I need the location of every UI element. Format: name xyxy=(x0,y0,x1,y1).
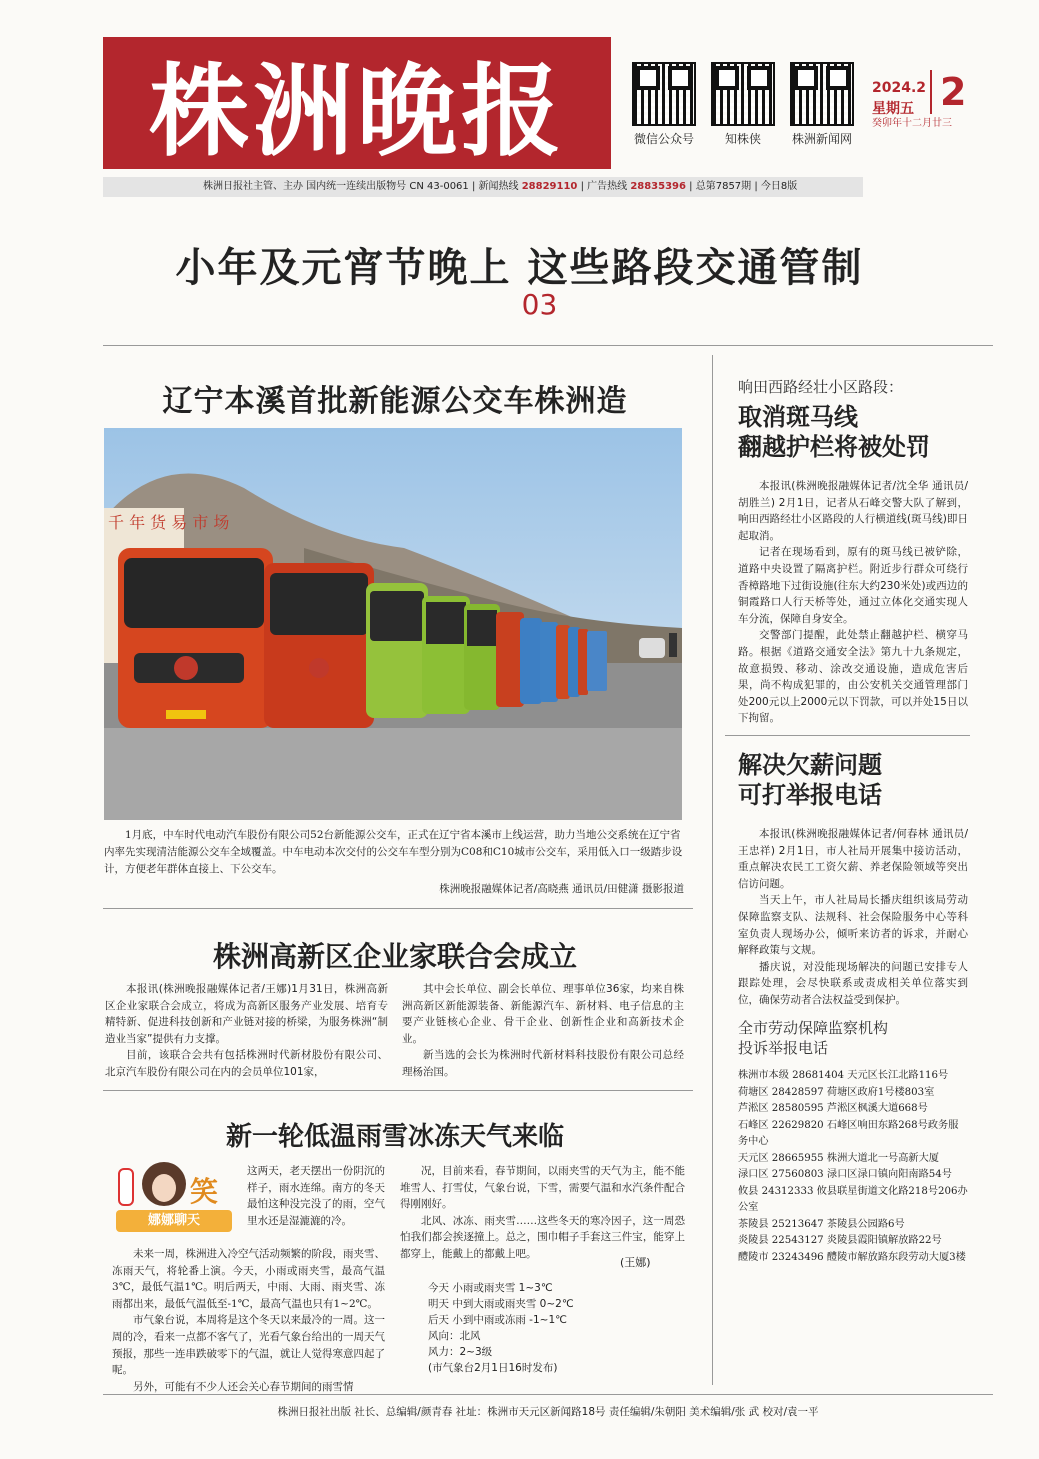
weather-forecast xyxy=(428,1280,668,1376)
weather-column-badge xyxy=(112,1162,234,1244)
qr-label: 株洲新闻网 xyxy=(791,132,852,146)
ads-hotline: 28835396 xyxy=(630,181,686,192)
paragraph: 本报讯(株洲晚报融媒体记者/何春林 通讯员/王忠祥) 2月1日，市人社局开展集中接访活动，重点解决农民工工资欠薪、养老保险领域等突出信访问题。 xyxy=(738,828,968,890)
hx-story-title[interactable]: 株洲高新区企业家联合会成立 xyxy=(212,940,577,973)
date-year-month: 2024.2 xyxy=(872,80,927,96)
qr-code-icon xyxy=(711,62,775,126)
list-item: 芦淞区 28580595 芦淞区枫溪大道668号 xyxy=(738,1103,928,1114)
road-story-title-1[interactable]: 取消斑马线 xyxy=(738,402,858,431)
list-item: 茶陵县 25213647 茶陵县公园路6号 xyxy=(738,1218,905,1230)
phone-list-title-1: 全市劳动保障监察机构 xyxy=(738,1019,889,1037)
weather-story-title[interactable]: 新一轮低温雨雪冰冻天气来临 xyxy=(225,1122,564,1152)
date-lunar: 癸卯年十二月廿三 xyxy=(872,118,952,129)
divider xyxy=(103,345,993,346)
paragraph: 市气象台说，本周将是这个冬天以来最冷的一周。这一周的冷，看来一点都不客气了，光看气象台给出的一周天气预报，那些一连串跌破零下的气温，就让人觉得寒意四起了呢。 xyxy=(112,1314,385,1377)
column-divider xyxy=(712,355,713,1385)
hx-story-col2 xyxy=(402,981,684,1081)
list-item: 株洲市本级 28681404 天元区长江北路116号 xyxy=(738,1070,949,1081)
divider xyxy=(725,735,970,736)
wage-story-title-2[interactable]: 可打举报电话 xyxy=(738,780,882,809)
paragraph: 新当选的会长为株洲时代新材料科技股份有限公司总经理杨治国。 xyxy=(402,1049,684,1078)
info-text-1: 株洲日报社主管、主办 国内统一连续出版物号 CN 43-0061 | 新闻热线 xyxy=(203,181,519,192)
qr-news-site[interactable] xyxy=(788,62,856,147)
forecast-today: 今天 小雨或雨夹雪 1~3℃ xyxy=(428,1282,553,1294)
info-text-2: | 广告热线 xyxy=(580,181,628,192)
paragraph: 记者在现场看到，原有的斑马线已被铲除，道路中央设置了隔离护栏。附近步行群众可绕行香樟路地下过街设施(往东大约230米处)或西边的铜霞路口人行天桥等处，通过立体化交通实现人车分流，保障自身安全。 xyxy=(738,546,968,625)
list-item: 渌口区 27560803 渌口区渌口镇向阳南路54号 xyxy=(738,1169,952,1180)
headline-page-ref[interactable]: 03 xyxy=(521,288,558,321)
paragraph: 目前，该联合会共有包括株洲时代新材股份有限公司、北京汽车股份有限公司在内的会员单位101家， xyxy=(105,1049,388,1078)
info-bar xyxy=(103,177,863,197)
qr-code-icon xyxy=(790,62,854,126)
list-item: 炎陵县 22543127 炎陵县霞阳镇解放路22号 xyxy=(738,1235,942,1246)
qr-label: 微信公众号 xyxy=(633,132,694,146)
paragraph: 播庆说，对没能现场解决的问题已安排专人跟踪处理，会尽快联系或责成相关单位落实到位，确保劳动者合法权益受到保护。 xyxy=(738,960,968,1006)
weather-col1 xyxy=(112,1246,385,1395)
svg-text:千 年 货 易 市 场: 千 年 货 易 市 场 xyxy=(108,513,230,532)
paragraph: 北风、冰冻、雨夹雪……这些冬天的寒冷因子，这一周恐怕我们都会挨逐撞上。总之，围巾帽子手套这三件宝，能穿上都穿上，能戴上的都戴上吧。 xyxy=(400,1214,685,1260)
road-story-title-2[interactable]: 翻越护栏将被处罚 xyxy=(738,432,930,461)
forecast-tomorrow: 明天 中到大雨或雨夹雪 0~2℃ xyxy=(428,1298,574,1310)
forecast-wind-direction: 风向：北风 xyxy=(428,1330,481,1342)
main-headline[interactable]: 小年及元宵节晚上 这些路段交通管制 xyxy=(175,245,864,291)
avatar xyxy=(142,1162,186,1206)
forecast-day-after: 后天 小到中雨或冻雨 -1~1℃ xyxy=(428,1314,567,1326)
footer-imprint: 株洲日报社出版 社长、总编辑/颜青春 社址：株洲市天元区新闻路18号 责任编辑/朱朝阳 美术编辑/张 武 校对/袁一平 xyxy=(277,1406,819,1418)
qr-zhizhuxia[interactable] xyxy=(709,62,777,147)
paragraph: 本报讯(株洲晚报融媒体记者/王娜)1月31日，株洲高新区企业家联合会成立，将成为高新区服务产业发展、培育专精特新、促进科技创新和产业链对接的桥梁，为服务株洲“制造业当家”提供有力支撑。 xyxy=(105,983,388,1045)
paragraph: 其中会长单位、副会长单位、理事单位36家，均来自株洲高新区新能源装备、新能源汽车、新材料、电子信息的主要产业链核心企业、骨干企业、创新性企业和高新技术企业。 xyxy=(402,983,684,1045)
road-story-body xyxy=(738,478,968,727)
list-item: 攸县 24312333 攸县联星街道文化路218号206办公室 xyxy=(738,1185,968,1213)
hx-story-col1 xyxy=(105,981,388,1081)
date-day: 2 xyxy=(930,70,966,114)
list-item: 荷塘区 28428597 荷塘区政府1号楼803室 xyxy=(738,1086,935,1098)
forecast-wind-force: 风力：2~3级 xyxy=(428,1346,493,1358)
weather-author: (王娜) xyxy=(620,1256,651,1269)
bus-photo xyxy=(104,428,682,820)
road-story-kicker: 响田西路经壮小区路段： xyxy=(738,378,904,396)
info-text-3: | 总第7857期 | 今日8版 xyxy=(689,181,798,192)
news-hotline: 28829110 xyxy=(521,181,578,192)
paragraph: 况，目前来看，春节期间，以雨夹雪的天气为主，能不能堆雪人、打雪仗，气象台说，下雪，需要气温和水汽条件配合得刚刚好。 xyxy=(400,1165,685,1211)
bus-story-title[interactable]: 辽宁本溪首批新能源公交车株洲造 xyxy=(162,384,628,419)
list-item: 醴陵市 23243496 醴陵市解放路东段劳动大厦3楼 xyxy=(738,1251,966,1263)
divider xyxy=(103,908,693,909)
weather-lead: 这两天，老天摆出一份阴沉的样子，雨水连绵。南方的冬天最怕这种没完没了的雨，空气里水还是湿漉漉的冷。 xyxy=(247,1165,385,1227)
forecast-source: (市气象台2月1日16时发布) xyxy=(428,1362,558,1374)
qr-label: 知株侠 xyxy=(724,132,761,146)
qr-wechat[interactable] xyxy=(630,62,698,147)
wage-story-title-1[interactable]: 解决欠薪问题 xyxy=(738,750,882,779)
divider xyxy=(103,1090,693,1091)
qr-code-icon xyxy=(632,62,696,126)
thermometer-icon xyxy=(118,1168,134,1206)
paragraph: 本报讯(株洲晚报融媒体记者/沈全华 通讯员/胡胜兰) 2月1日，记者从石峰交警大队了解到，响田西路经壮小区路段的人行横道线(斑马线)即日起取消。 xyxy=(738,480,968,542)
phone-list-title-2: 投诉举报电话 xyxy=(738,1039,829,1057)
list-item: 天元区 28665955 株洲大道北一号高新大厦 xyxy=(738,1152,939,1164)
list-item: 石峰区 22629820 石峰区响田东路268号政务服务中心 xyxy=(738,1119,959,1147)
smile-icon: 笑 xyxy=(190,1175,219,1208)
footer-divider xyxy=(103,1394,993,1395)
paragraph: 当天上午，市人社局局长播庆组织该局劳动保障监察支队、法规科、社会保险服务中心等科室负责人现场办公，倾听来访者的诉求，并耐心解释政策与文规。 xyxy=(738,894,968,957)
phone-list xyxy=(738,1068,968,1266)
paragraph: 未来一周，株洲进入冷空气活动频繁的阶段，雨夹雪、冻雨天气，将轮番上演。今天，小雨或雨夹雪，最高气温3℃，最低气温1℃。明后两天，中雨、大雨、雨夹雪、冻雨都出来，最低气温低至-1℃，最高气温也只有1~2℃。 xyxy=(112,1248,385,1310)
bus-photo-credit: 株洲晚报融媒体记者/高晓燕 通讯员/田健潇 摄影报道 xyxy=(439,883,684,895)
column-badge-label: 娜娜聊天 xyxy=(116,1210,232,1232)
date-weekday: 星期五 xyxy=(872,101,914,117)
paragraph: 另外，可能有不少人还会关心春节期间的雨雪情 xyxy=(133,1380,354,1393)
weather-col2 xyxy=(400,1163,685,1263)
bus-photo-caption: 1月底，中车时代电动汽车股份有限公司52台新能源公交车，正式在辽宁省本溪市上线运营，助力当地公交系统在辽宁省内率先实现清洁能源公交车全域覆盖。中车电动本次交付的公交车车型分别为C08和C10城市公交车，采用低入口一级踏步设计，方便老年群体直接上、下公交车。 xyxy=(104,829,683,875)
paragraph: 交警部门提醒，此处禁止翻越护栏、横穿马路。根据《道路交通安全法》第九十九条规定，故意损毁、移动、涂改交通设施，造成危害后果，尚不构成犯罪的，由公安机关交通管理部门处200元以上2000元以下罚款，可以并处15日以下拘留。 xyxy=(738,629,968,725)
masthead-logo: 株洲晚报 xyxy=(103,37,611,169)
wage-story-body xyxy=(738,826,968,1009)
